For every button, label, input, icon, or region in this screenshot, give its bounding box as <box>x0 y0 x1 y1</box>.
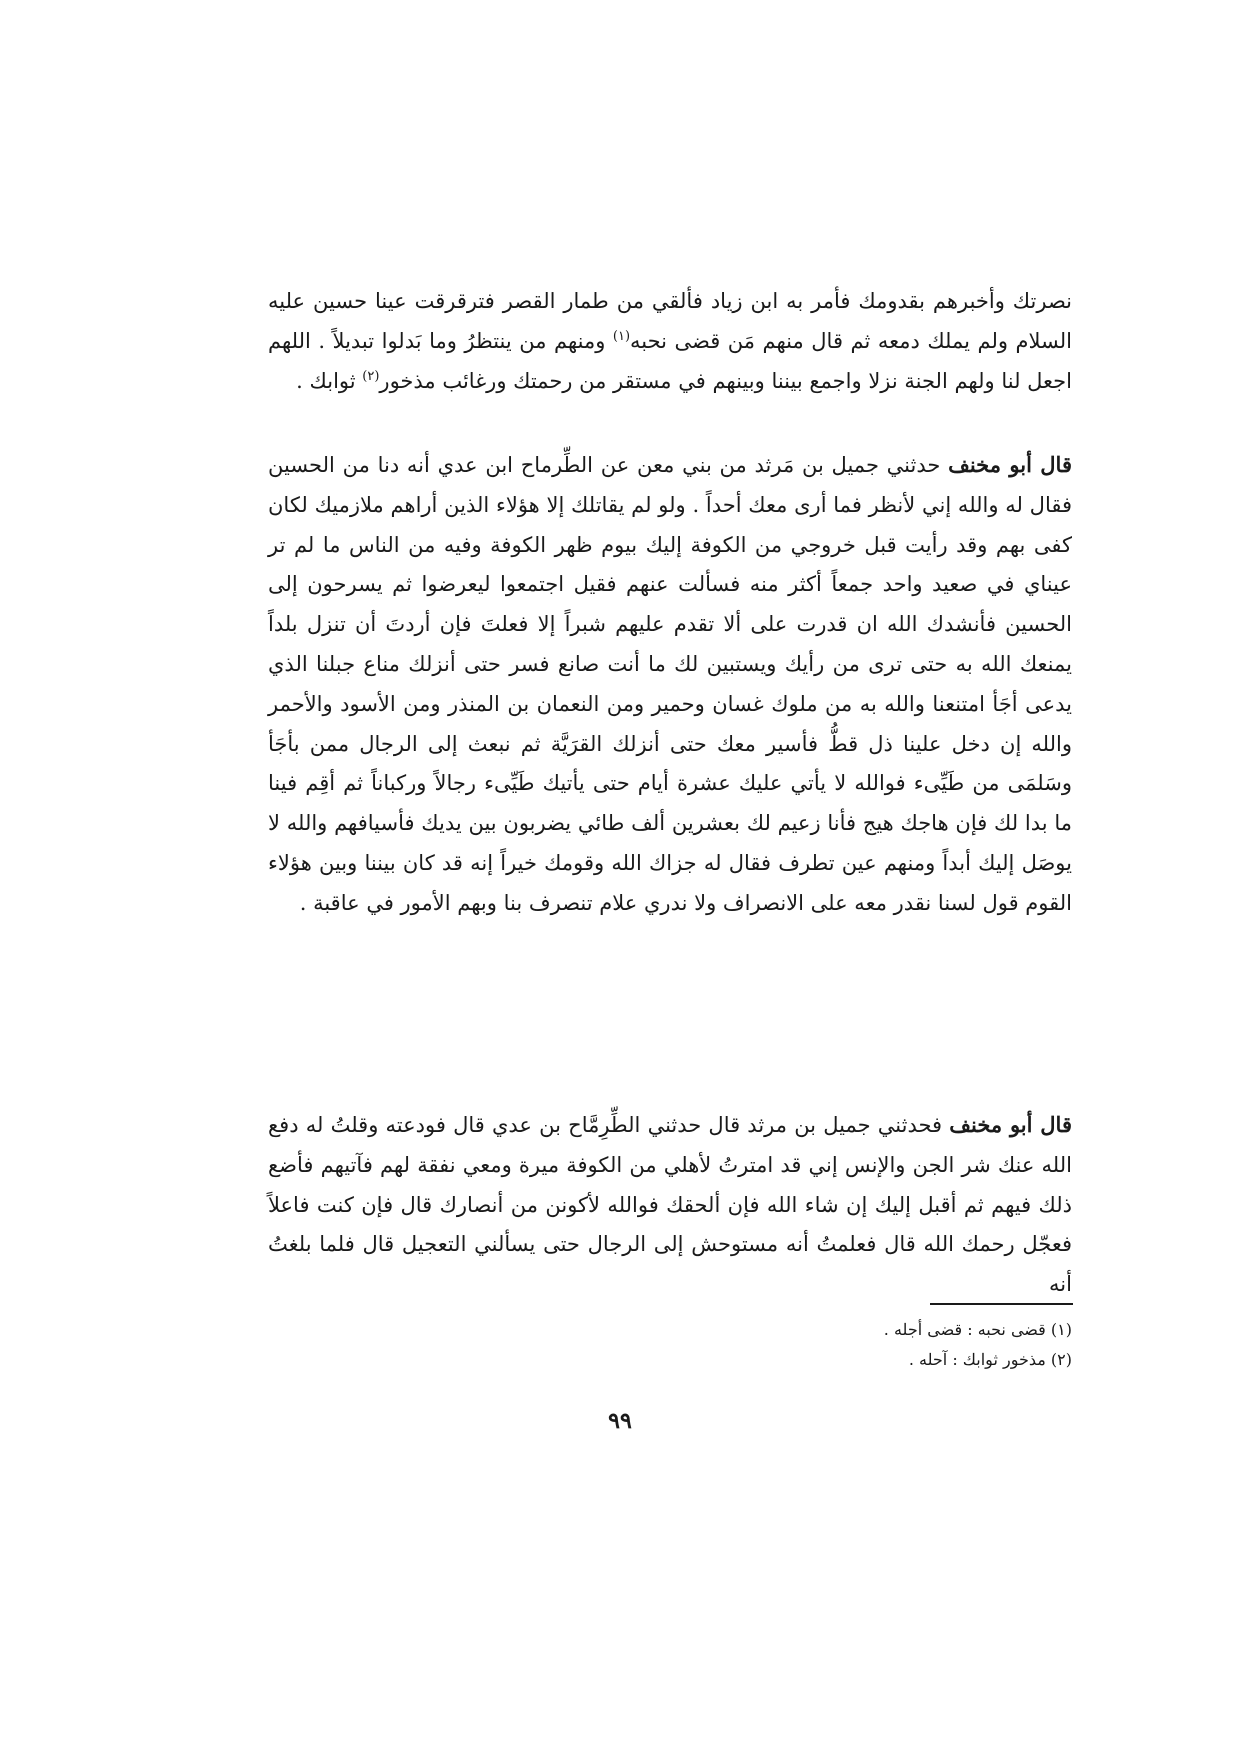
narrator-name: قال أبو مخنف <box>948 452 1072 477</box>
paragraph-1-text: نصرتك وأخبرهم بقدومك فأمر به ابن زياد فألقي من طمار القصر فترقرقت عينا حسين عليه السلام ولم يملك دمعه ثم قال منهم مَن قضى نحبه <box>268 289 1072 353</box>
paragraph-1-text-end: ثوابك . <box>296 368 363 393</box>
paragraph-3 <box>268 1105 1072 1305</box>
footnote-ref-2: (٢) <box>362 368 380 384</box>
paragraph-1 <box>268 282 1072 401</box>
footnotes <box>600 1315 1072 1375</box>
narrator-name: قال أبو مخنف <box>949 1112 1072 1137</box>
paragraph-1-text-cont: ومنهم من ينتظرُ وما بَدلوا تبديلاً . اللهم اجعل لنا ولهم الجنة نزلا واجمع بيننا وبينهم في مستقر من رحمتك ورغائب مذخور <box>268 328 1072 393</box>
paragraph-3-text: فحدثني جميل بن مرثد قال حدثني الطِّرِمَّاح بن عدي قال فودعته وقلتُ له دفع الله عنك شر الجن والإنس إني قد امترتُ لأهلي من الكوفة ميرة ومعي نفقة لهم فآتيهم فأضع ذلك فيهم ثم أقبل إليك إن شاء الله فإن ألحقك فوالله لأكونن من أنصارك قال فإن كنت فاعلاً فعجّل رحمك الله قال فعلمتُ أنه مستوحش إلى الرجال حتى يسألني التعجيل قال فلما بلغتُ أنه <box>268 1113 1072 1297</box>
footnote-2: (٢) مذخور ثوابك : آحله . <box>908 1350 1072 1369</box>
footnote-1: (١) قضى نحبه : قضى أجله . <box>883 1320 1072 1339</box>
footnote-ref-1: (١) <box>612 328 631 344</box>
paragraph-2-text: حدثني جميل بن مَرثد من بني معن عن الطِّرماح ابن عدي أنه دنا من الحسين فقال له والله إني لأنظر فما أرى معك أحداً . ولو لم يقاتلك إلا هؤلاء الذين أراهم ملازميك لكان كفى بهم وقد رأيت قبل خروجي من الكوفة إليك بيوم ظهر الكوفة وفيه من الناس ما لم تر عيناي في صعيد واحد جمعاً أكثر منه فسألت عنهم فقيل اجتمعوا ليعرضوا ثم يسرحون إلى الحسين فأنشدك الله ان قدرت على ألا تقدم عليهم شبراً إلا فعلتَ فإن أردتَ أن تنزل بلداً يمنعك الله به حتى ترى من رأيك ويستبين لك ما أنت صانع فسر حتى أنزلك مناع جبلنا الذي يدعى أجَأ امتنعنا والله به من ملوك غسان وحمير ومن النعمان بن المنذر ومن الأسود والأحمر والله إن دخل علينا ذل قطُّ فأسير معك حتى أنزلك القرَيَّة ثم نبعث إلى الرجال ممن بأجَأ وسَلمَى من طَيِّىء فوالله لا يأتي عليك عشرة أيام حتى يأتيك طَيِّىء رجالاً وركباناً ثم أقِم فينا ما بدا لك فإن هاجك هيج فأنا زعيم لك بعشرين ألف طائي يضربون بين يديك فأسيافهم والله لا يوصَل إليك أبداً ومنهم عين تطرف فقال له جزاك الله وقومك خيراً إنه قد كان بيننا وبين هؤلاء القوم قول لسنا نقدر معه على الانصراف ولا ندري علام تنصرف بنا وبهم الأمور في عاقبة . <box>268 453 1072 915</box>
paragraph-2 <box>268 445 1072 924</box>
page-number: ٩٩ <box>608 1408 632 1434</box>
footnote-divider <box>930 1303 1073 1305</box>
